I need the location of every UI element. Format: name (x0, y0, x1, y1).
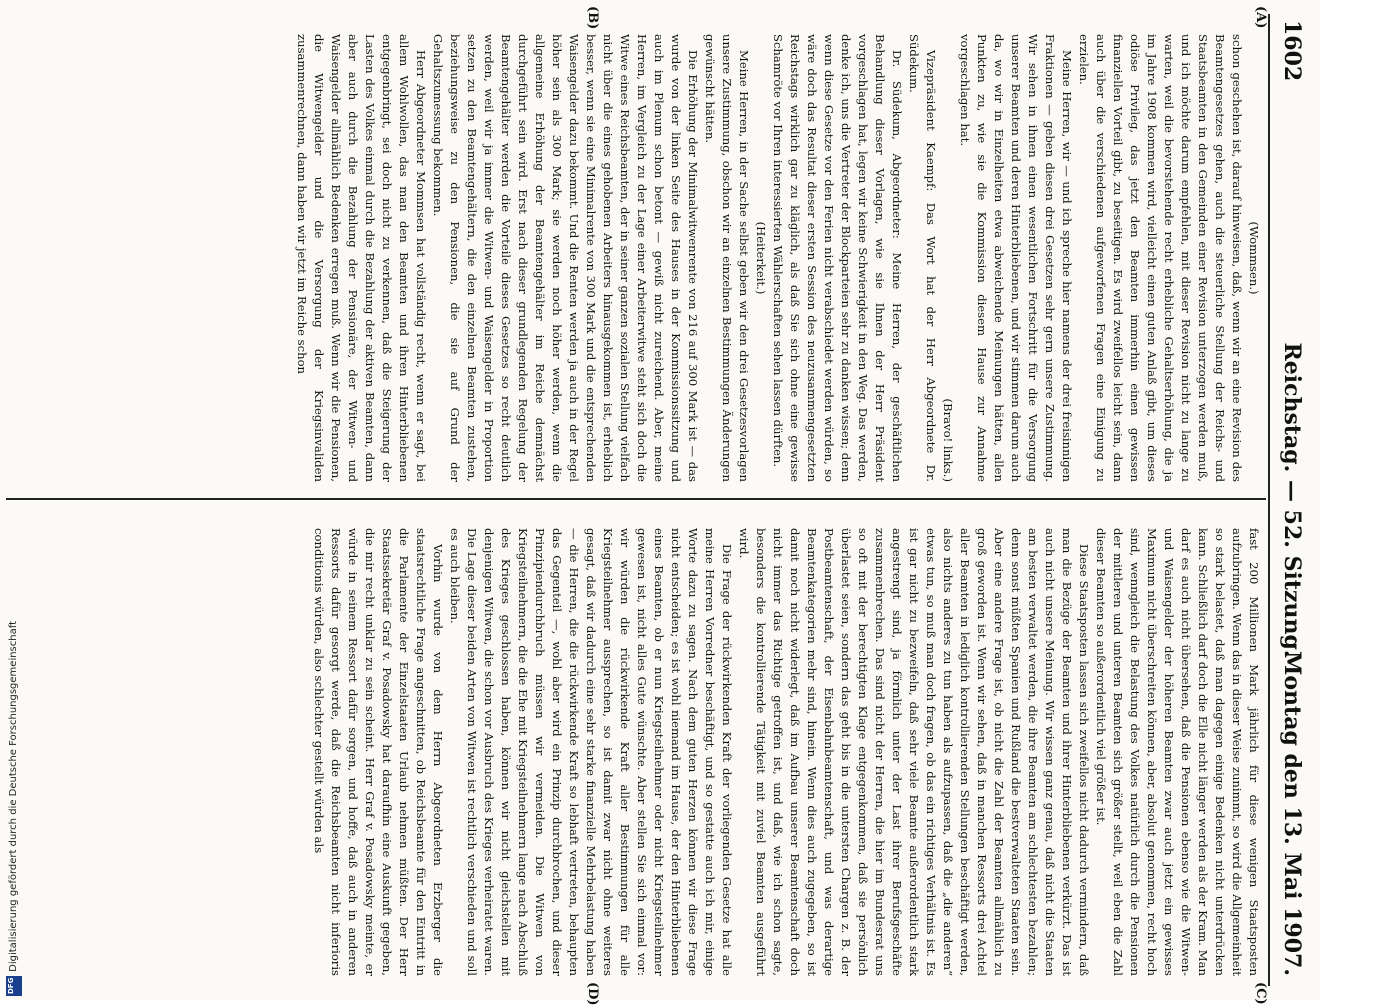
paragraph: fast 200 Millionen Mark jährlich für diese wenigen Staatsposten aufzubringen. Wenn das in dieser Weise zunimmt, so wird die Allgemeinheit so stark belastet, daß man dagegen einige Bedenken nicht unterdrücken kann. Schließlich darf doch die Elle nicht länger werden als der Kram. Man darf es auch nicht übersehen, daß die Pensionen ebenso wie die Witwen- und Waisengelder der höheren Beamten zwar auch jetzt ein gewisses Maximum nicht überschreiten können, aber, absolut genommen, recht hoch sind, wenngleich die Belastung des Volkes natürlich durch die Pensionen der mittleren und unteren Beamten sich größer stellt, weil eben die Zahl dieser Beamten so außerordentlich viel größer ist. (1094, 528, 1261, 976)
dfg-logo: DFG (6, 976, 22, 996)
paragraph: Meine Herren, in der Sache selbst geben wir den drei Gesetzesvorlagen unsere Zustimmung, obschon wir an einzelnen Bestimmungen Änderungen gewünscht hätten. (703, 34, 751, 482)
digitization-credit: Digitalisierung gefördert durch die Deutsche Forschungsgemeinschaft (8, 621, 19, 972)
margin-marker-a: (A) (1253, 6, 1268, 29)
paragraph: Diese Staatsposten lassen sich zweifellos nicht dadurch vermindern, daß man die Bezüge der Beamten und ihrer Hinterbliebenen verkürzt. Das ist auch nicht unsere Meinung. Wir wissen ganz genau, daß nicht die Staaten am besten verwaltet werden, die ihre Beamten am schlechtesten bezahlen; denn sonst müßten Spanien und Rußland die bestverwalteten Staaten sein. Aber eine andere Frage ist, ob nicht die Zahl der Beamten allmählich zu groß geworden ist. Wenn wir sehen, daß in manchen Ressorts drei Achtel aller Beamten in lediglich kontrollierenden Stellungen beschäftigt werden, also nichts anderes zu tun haben als aufzupassen, daß die „die anderen“ etwas tun, so muß man doch fragen, ob das ein richtiges Verhältnis ist. Es ist gar nicht zu bezweifeln, daß sehr viele Beamte außerordentlich stark angestrengt sind, ja förmlich unter der Last ihrer Berufsgeschäfte zusammenbrechen. Das sind nicht der Herren, die hier im Bundesrat uns so oft mit der berechtigten Klage entgegenkommen, daß sie persönlich überlastet seien, sondern das geht bis in die untersten Chargen z. B. der Postbeamtenschaft, der Eisenbahnbeamtenschaft, und was derartige Beamtenkategorien mehr sind, hinein. Wenn dies auch zugegeben, so ist damit noch nicht widerlegt, daß im Aufbau unserer Beamtenschaft doch nicht immer das Richtige getroffen ist, und daß, wie ich schon sagte, besonders die kontrollierende Tätigkeit mit zuviel Beamten ausgeführt wird. (737, 528, 1091, 976)
margin-marker-d: (D) (585, 982, 600, 1006)
margin-marker-c: (C) (1253, 982, 1268, 1005)
page-number: 1602 (1279, 20, 1305, 82)
paragraph: Herr Abgeordneter Mommsen hat vollständig recht, wenn er sagt, bei allem Wohlwollen, das man den Beamten und ihren Hinterbliebenen entgegenbringt, sei doch nicht zu verkennen, daß die Steigerung der Lasten des Volkes einmal durch die Bezahlung der aktiven Beamten, dann aber auch durch die Bezahlung der Pensionäre, der Witwen- und Waisengelder allmählich Bedenken erregen muß. Wenn wir die Pensionen, die Witwengelder und die Versorgung der Kriegsinvaliden zusammenrechnen, dann haben wir jetzt im Reiche schon (295, 34, 428, 482)
paragraph: Vorhin wurde von dem Herrn Abgeordneten Erzberger die staatsrechtliche Frage angeschnitten, ob Reichsbeamte für den Eintritt in die Parlamente der Einzelstaaten Urlaub nehmen müßten. Der Herr Staatssekretär Graf v. Posadowsky hat daraufhin eine Auskunft gegeben, die mir recht unklar zu sein scheint. Herr Graf v. Posadowsky meinte, er würde in seinem Ressort dafür sorgen, und hoffe, daß auch in anderen Ressorts dafür gesorgt werde, daß die Reichsbeamten nicht inferioris conditionis würden, also schlechter gestellt würden als (312, 528, 445, 976)
paragraph: Die Frage der rückwirkenden Kraft der vorliegenden Gesetze hat alle meine Herren Vorredner beschäftigt, und so gestatte auch ich mir, einige Worte dazu zu sagen. Nach dem guten Herzen können wir diese Frage nicht entscheiden; es ist wohl niemand im Hause, der den Hinterbliebenen eines Beamten, ob er nun Kriegsteilnehmer oder nicht Kriegsteilnehmer gewesen ist, nicht alles Gute wünschte. Aber stellen Sie sich einmal vor: wir würden die rückwirkende Kraft aller Bestimmungen für alle Kriegsteilnehmer aussprechen, so ist damit zwar nicht ohne weiteres gesagt, daß wir dadurch eine sehr starke finanzielle Mehrbelastung haben — die Herren, die die rückwirkende Kraft so lebhaft vertreten, behaupten das Gegenteil —, wohl aber wird ein Prinzip durchbrochen, und dieser Prinzipiendurchbruch müssen wir vermeiden. Die Witwen von Kriegsteilnehmern, die die Ehe mit Kriegsteilnehmern lange nach Abschluß des Krieges geschlossen haben, können wir nicht gleichstellen mit denjenigen Witwen, die schon vor Ausbruch des Krieges verheiratet waren. Die Lage dieser beiden Arten von Witwen ist rechtlich verschieden und soll es auch bleiben. (448, 528, 734, 976)
column-divider (6, 498, 1266, 500)
laughter-note: (Heiterkeit.) (754, 221, 768, 295)
right-text-column (12, 528, 1262, 976)
paragraph: schon geschehen ist, darauf hinweisen, daß, wenn wir an eine Revision des Beamtengesetzes gehen, auch die steuerliche Stellung der Reichs- und Staatsbeamten in den Gemeinden einer Revision unterzogen werden muß, und ich möchte darum empfehlen, mit dieser Revision nicht zu lange zu warten, weil die bevorstehende recht erhebliche Gehaltserhöhung, die ja im Jahre 1908 kommen wird, vielleicht einen guten Anlaß gibt, um dieses odiöse Privileg, das jetzt den Beamten immerhin einen gewissen finanziellen Vorteil gibt, zu beseitigen. Es wird zweifellos leicht sein, dann auch über die verschiedenen aufgeworfenen Fragen eine Einigung zu erzielen. (1077, 34, 1244, 482)
speaker-label: (Wommsen.) (1247, 221, 1261, 295)
applause-note: (Bravo! links.) (941, 398, 955, 482)
header-rule (1268, 14, 1270, 986)
session-date: Montag den 13. Mai 1907. (1279, 651, 1305, 976)
paragraph: Meine Herren, wir — und ich spreche hier namens der drei freisinnigen Fraktionen — geben diesen drei Gesetzen sehr gern unsere Zustimmung. Wir sehen in ihnen einen wesentlichen Fortschritt für die Versorgung unserer Beamten und deren Hinterbliebenen, und wir stimmen darum auch da, wo wir in Einzelheiten etwa abweichende Meinungen hätten, allen Punkten zu, wie sie die Kommission diesem Hause zur Annahme vorgeschlagen hat. (958, 34, 1074, 482)
paragraph: Die Erhöhung der Minimalwitwenrente von 216 auf 300 Mark ist — das wurde von der linken Seite des Hauses in der Kommissionssitzung und auch im Plenum schon betont — gewiß nicht zureichend. Aber, meine Herren, im Vergleich zu der Lage einer Arbeiterwitwe steht sich doch die Witwe eines Reichsbeamten, der in seiner ganzen sozialen Stellung vielfach nicht über die eines gehobenen Arbeiters hinausgekommen ist, erheblich besser, wenn sie eine Minimalrente von 300 Mark und die entsprechenden Waisengelder dazu bekommt. Und die Renten werden ja auch in der Regel höher sein als 300 Mark; sie werden noch höher werden, wenn die allgemeine Erhöhung der Beamtengehälter im Reiche demnächst durchgeführt sein wird. Erst nach dieser grundlegenden Regelung der Beamtengehälter werden die Vorteile dieses Gesetzes so recht deutlich werden, weil wir ja immer die Witwen- und Waisengelder in Proportion setzen zu den Beamtengehältern, die den einzelnen Beamten zustehen, beziehungsweise zu den Pensionen, die sie auf Grund der Gehaltszumessung bekommen. (431, 34, 700, 482)
left-text-column (12, 34, 1262, 482)
paragraph: Vizepräsident Kaempf: Das Wort hat der Herr Abgeordnete Dr. Südekum. (907, 34, 938, 482)
running-title: Reichstag. — 52. Sitzung. (1279, 342, 1305, 658)
margin-marker-b: (B) (585, 6, 600, 30)
paragraph: Dr. Südekum, Abgeordneter: Meine Herren, der geschäftlichen Behandlung dieser Vorlagen, wie sie Ihnen der Herr Präsident vorgeschlagen hat, legen wir keine Schwierigkeit in den Weg. Das werden, denke ich, uns die Vertreter der Blockparteien sehr zu danken wissen; denn wenn diese Gesetze vor den Ferien nicht verabschiedet werden würden, so wäre doch das Resultat dieser ersten Session des neuzusammengesetzten Reichstags wirklich gar zu kläglich, als daß Sie sich ohne eine gewisse Schamröte vor Ihren interessierten Wählerschaften sehen lassen dürften. (771, 34, 904, 482)
